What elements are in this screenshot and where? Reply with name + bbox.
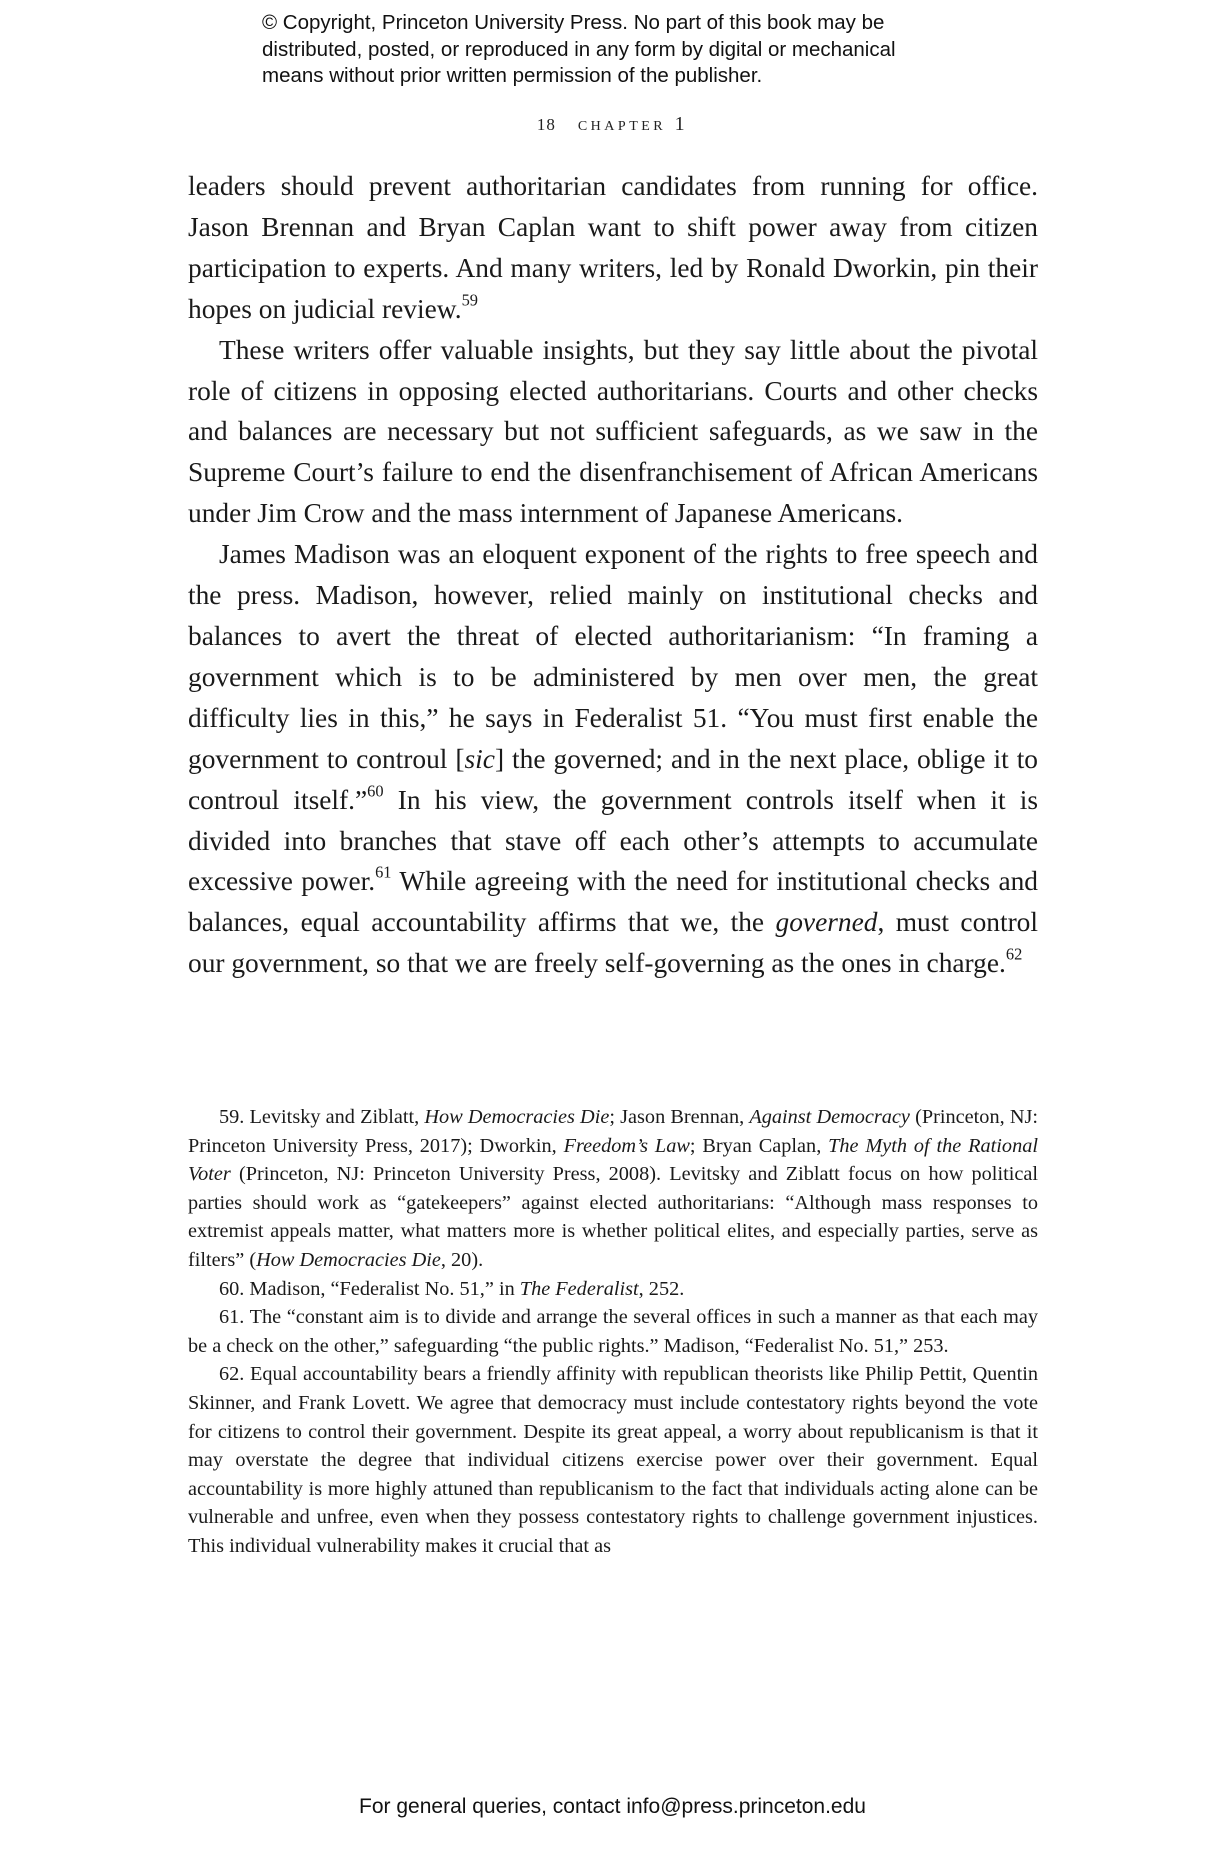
- footnote-text: 61. The “constant aim is to divide and arrange the several offices in such a manner as that each may be a check on the other,” safeguarding “the public rights.” Madison, “Federalist No. 51,” 253.: [188, 1306, 1038, 1357]
- paragraph-text: These writers offer valuable insights, but they say little about the pivotal role of citizens in opposing elected authoritarians. Courts and other checks and balances are necessary but not sufficient safeguards, as we saw in the Supreme Court’s failure to end the disenfranchisement of African Americans under Jim Crow and the mass internment of Japanese Americans.: [188, 334, 1038, 529]
- footnote-text: (Princeton, NJ: Princeton University Press, 2008). Levitsky and Ziblatt focus on how political parties should work as “gatekeepers” against elected authoritarians: “Although mass responses to extremist appeals matter, what matters more is whether political elites, and especially parties, serve as filters” (: [188, 1163, 1038, 1271]
- footnote-text: , 20).: [440, 1248, 484, 1271]
- note-reference[interactable]: 60: [367, 781, 384, 801]
- footnote-text: ; Bryan Caplan,: [689, 1134, 829, 1157]
- paragraph-text: ] the governed; and in the next place, oblige it to controul itself.”: [188, 743, 1039, 815]
- footnote-text: 59. Levitsky and Ziblatt,: [219, 1106, 425, 1128]
- copyright-notice: [262, 10, 962, 90]
- copyright-line: distributed, posted, or reproduced in any form by digital or mechanical: [262, 37, 896, 61]
- copyright-line: © Copyright, Princeton University Press. No part of this book may be: [262, 11, 885, 34]
- italic-governed: governed: [775, 907, 878, 938]
- paragraph-text: While agreeing with the need for institutional checks and balances, equal accountability affirms that we, the: [188, 866, 1038, 938]
- footer-contact: For general queries, contact info@press.princeton.edu: [359, 1795, 866, 1818]
- book-title: How Democracies Die: [256, 1248, 441, 1271]
- chapter-label: chapter 1: [577, 113, 689, 135]
- copyright-line: means without prior written permission of the publisher.: [262, 64, 763, 87]
- note-reference[interactable]: 62: [1005, 944, 1023, 964]
- note-reference[interactable]: 61: [375, 863, 392, 883]
- footnote-61: [188, 1303, 1038, 1360]
- footnote-text: 62. Equal accountability bears a friendly affinity with republican theorists like Philip Pettit, Quentin Skinner, and Frank Lovett. We agree that democracy must include contestatory rights beyond the vote for citizens to control their government. Despite its great appeal, a worry about republicanism is that it may overstate the degree that individual citizens exercise power over their government. Equal accountability is more highly attuned than republicanism to the fact that individuals acting alone can be vulnerable and unfree, even when they possess contestatory rights to challenge government injustices. This individual vulnerability makes it crucial that as: [188, 1363, 1038, 1557]
- book-title: The Myth of the Rational Voter: [188, 1134, 1038, 1186]
- paragraph: [188, 166, 1038, 330]
- footnote-text: (Princeton, NJ: Princeton University Press, 2017); Dworkin,: [188, 1106, 1038, 1157]
- book-title: The Federalist: [519, 1277, 639, 1300]
- running-head: [0, 113, 1225, 136]
- footnote-59: [188, 1103, 1038, 1275]
- paragraph-text: In his view, the government controls itself when it is divided into branches that stave off each other’s attempts to accumulate excessive power.: [188, 784, 1038, 897]
- book-title: Freedom’s Law: [563, 1134, 690, 1157]
- note-reference[interactable]: 59: [461, 290, 479, 310]
- main-text: [188, 166, 1038, 984]
- footnote-60: [188, 1275, 1038, 1304]
- paragraph: [188, 534, 1038, 984]
- paragraph: [188, 330, 1038, 535]
- footnotes: [188, 1103, 1038, 1561]
- footnote-text: ; Jason Brennan,: [609, 1106, 750, 1128]
- paragraph-text: leaders should prevent authoritarian candidates from running for office. Jason Brennan and Bryan Caplan want to shift power away from citizen participation to experts. And many writers, led by Ronald Dworkin, pin their hopes on judicial review.: [188, 171, 1038, 324]
- italic-sic: sic: [464, 743, 495, 774]
- page-number: 18: [536, 115, 556, 134]
- footnote-text: 60. Madison, “Federalist No. 51,” in: [219, 1277, 520, 1300]
- book-title: Against Democracy: [749, 1106, 910, 1128]
- paragraph-text: James Madison was an eloquent exponent of the rights to free speech and the press. Madison, however, relied mainly on institutional checks and balances to avert the threat of elected authoritarianism: “In framing a government which is to be administered by men over men, the great difficulty lies in this,” he says in Federalist 51. “You must first enable the government to controul [: [188, 539, 1038, 774]
- paragraph-text: , must control our government, so that we are freely self-governing as the ones in charge.: [188, 907, 1038, 979]
- footnote-text: , 252.: [638, 1277, 685, 1300]
- book-title: How Democracies Die: [424, 1106, 610, 1128]
- footnote-62: [188, 1360, 1038, 1560]
